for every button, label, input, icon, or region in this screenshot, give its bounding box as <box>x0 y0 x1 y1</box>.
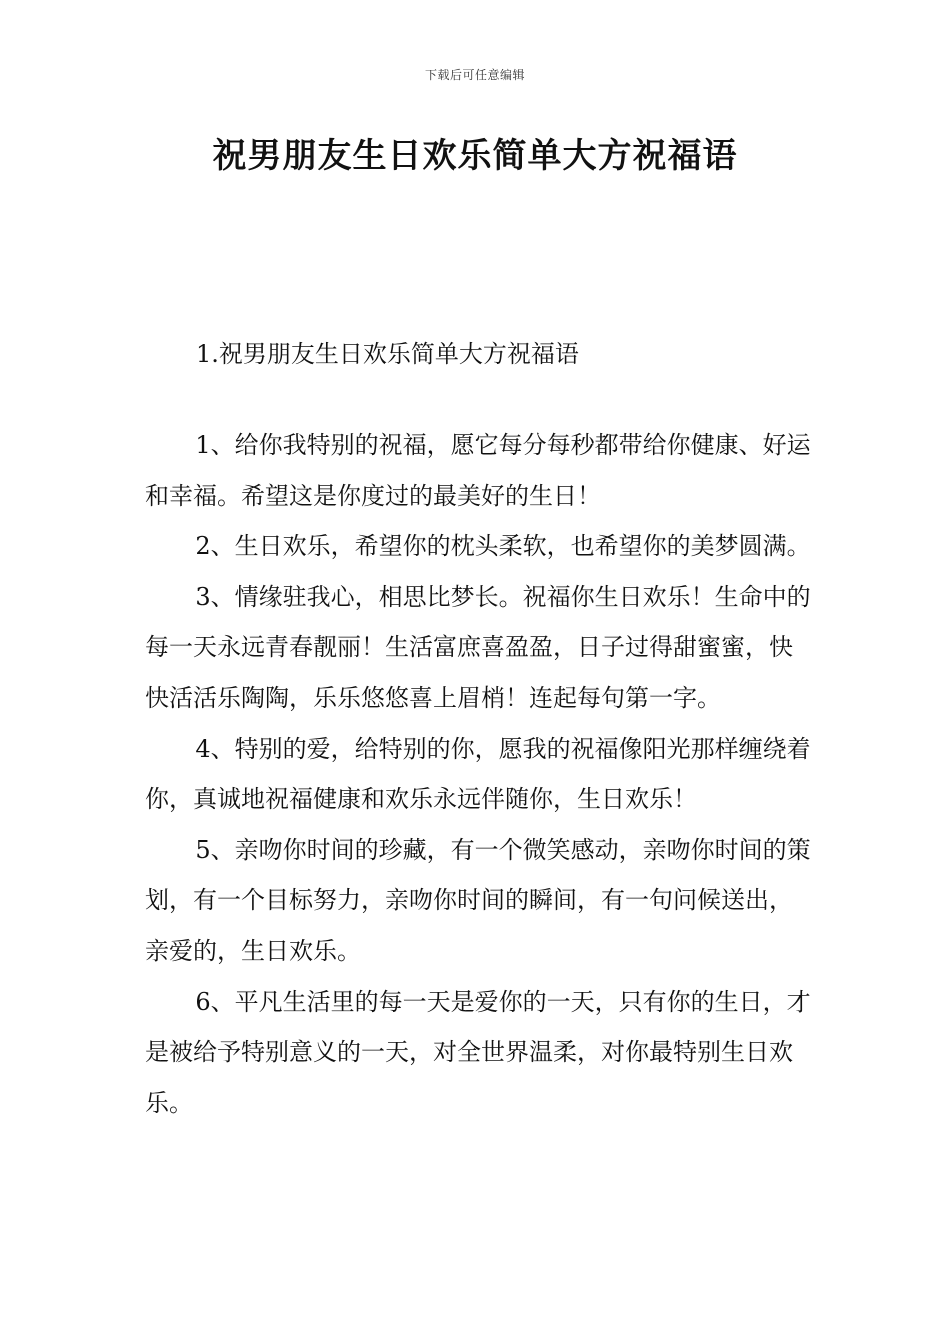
header-note: 下载后可任意编辑 <box>424 68 525 82</box>
paragraph-1: 1、给你我特别的祝福，愿它每分每秒都带给你健康、好运和幸福。希望这是你度过的最美好的生日！ <box>145 431 811 510</box>
paragraph-6: 6、平凡生活里的每一天是爱你的一天，只有你的生日，才是被给予特别意义的一天，对全世界温柔，对你最特别生日欢乐。 <box>145 987 811 1117</box>
section-heading: 1.祝男朋友生日欢乐简单大方祝福语 <box>196 340 579 368</box>
body-text <box>145 420 815 1128</box>
paragraph-5: 5、亲吻你时间的珍藏，有一个微笑感动，亲吻你时间的策划，有一个目标努力，亲吻你时间的瞬间，有一句问候送出，亲爱的，生日欢乐。 <box>145 835 811 965</box>
page-title: 祝男朋友生日欢乐简单大方祝福语 <box>212 136 738 176</box>
paragraph-3: 3、情缘驻我心，相思比梦长。祝福你生日欢乐！生命中的每一天永远青春靓丽！生活富庶喜盈盈，日子过得甜蜜蜜，快快活活乐陶陶，乐乐悠悠喜上眉梢！连起每句第一字。 <box>145 582 811 712</box>
paragraph-2: 2、生日欢乐，希望你的枕头柔软，也希望你的美梦圆满。 <box>195 532 811 561</box>
paragraph-4: 4、特别的爱，给特别的你，愿我的祝福像阳光那样缠绕着你，真诚地祝福健康和欢乐永远伴随你，生日欢乐！ <box>145 734 811 814</box>
